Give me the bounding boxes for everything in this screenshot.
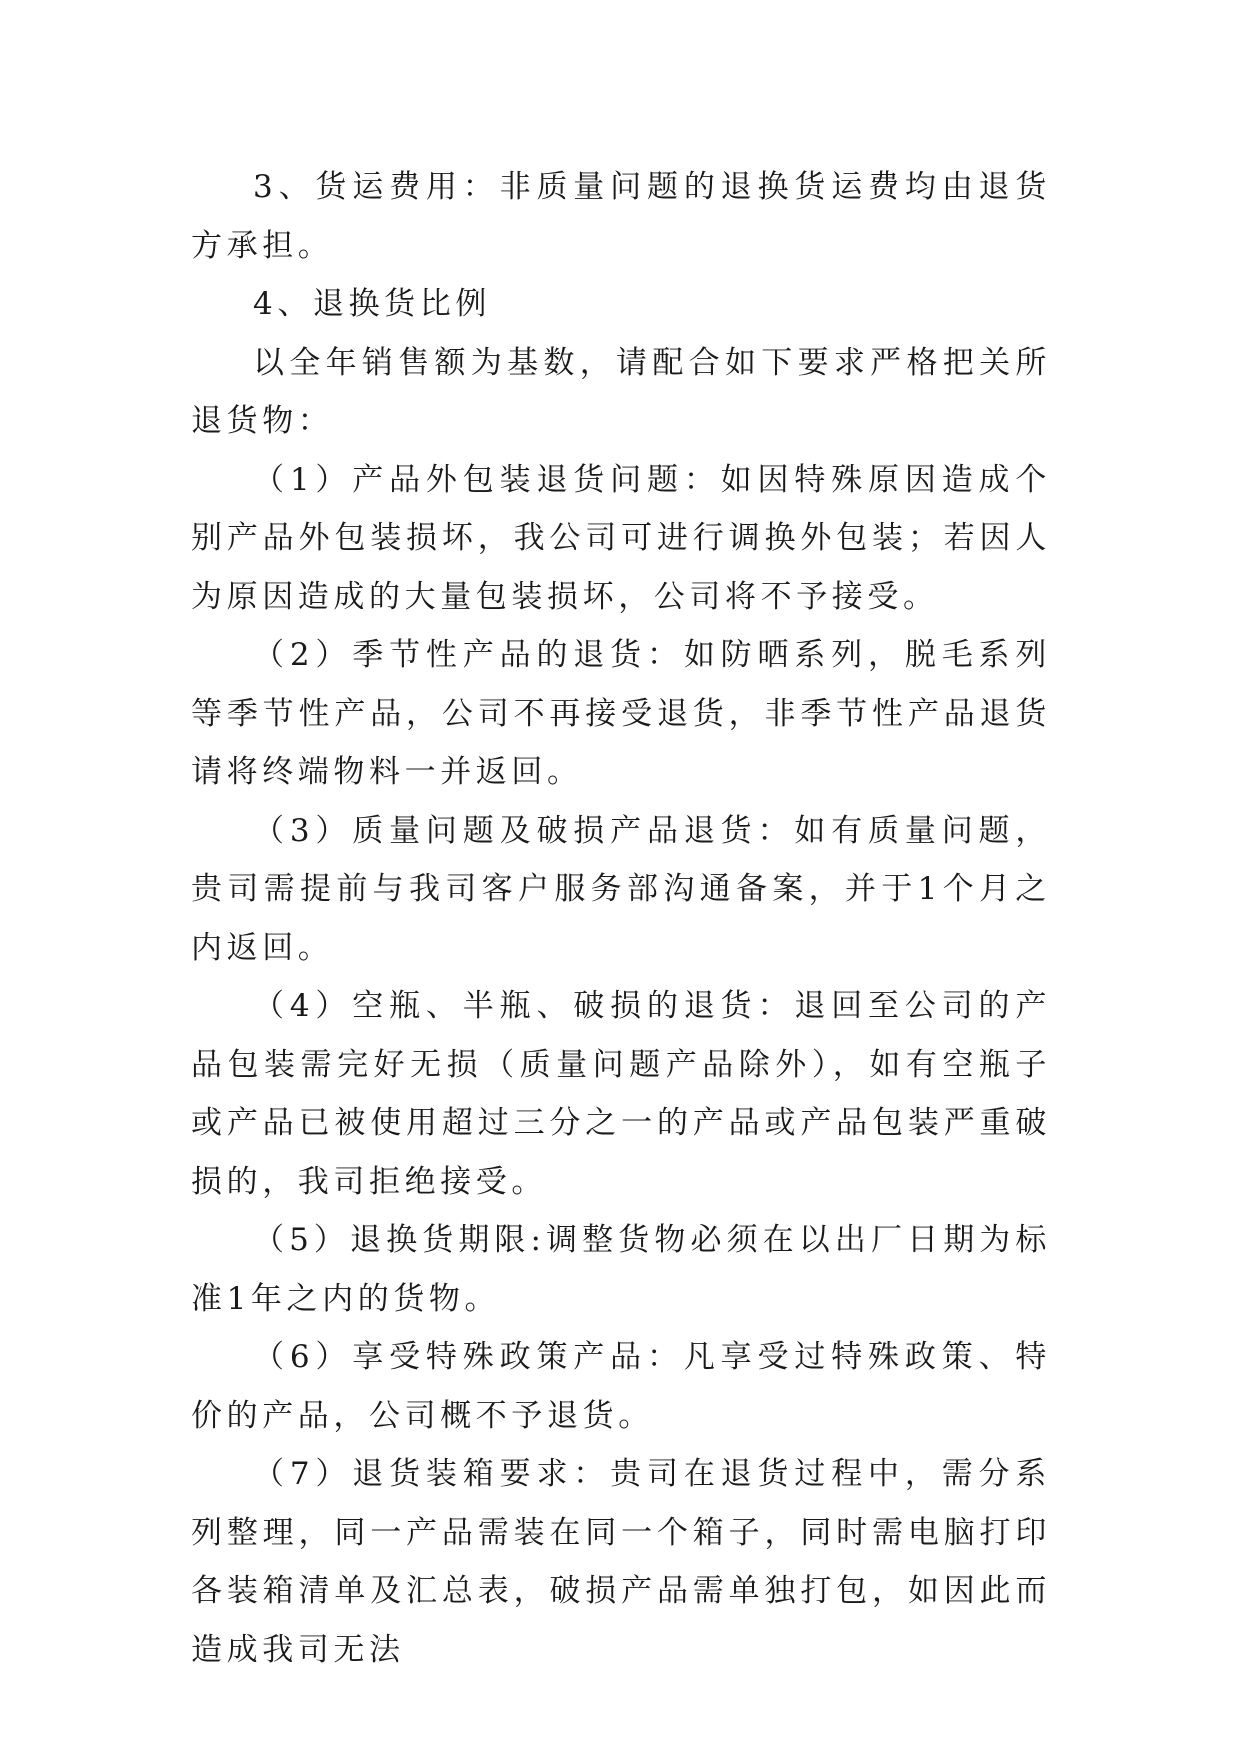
paragraph-item-6: （6）享受特殊政策产品：凡享受过特殊政策、特价的产品，公司概不予退货。 [191, 1339, 1051, 1434]
paragraph-item-3: （3）质量问题及破损产品退货：如有质量问题，贵司需提前与我司客户服务部沟通备案，并于1个月之内返回。 [191, 812, 1051, 966]
paragraph-return-ratio-heading: 4、退换货比例 [253, 286, 491, 322]
paragraph-freight-cost: 3、货运费用：非质量问题的退换货运费均由退货方承担。 [191, 169, 1051, 264]
document-page [191, 158, 1051, 1679]
paragraph-item-4: （4）空瓶、半瓶、破损的退货：退回至公司的产品包装需完好无损（质量问题产品除外），如有空瓶子或产品已被使用超过三分之一的产品或产品包装严重破损的，我司拒绝接受。 [191, 988, 1051, 1200]
paragraph-item-7: （7）退货装箱要求：贵司在退货过程中，需分系列整理，同一产品需装在同一个箱子，同时需电脑打印各装箱清单及汇总表，破损产品需单独打包，如因此而造成我司无法 [191, 1456, 1051, 1668]
paragraph-return-ratio-intro: 以全年销售额为基数，请配合如下要求严格把关所退货物： [191, 344, 1051, 439]
paragraph-item-2: （2）季节性产品的退货：如防晒系列，脱毛系列等季节性产品，公司不再接受退货，非季节性产品退货请将终端物料一并返回。 [191, 637, 1051, 790]
paragraph-item-5: （5）退换货期限:调整货物必须在以出厂日期为标准1年之内的货物。 [191, 1222, 1051, 1317]
paragraph-item-1: （1）产品外包装退货问题：如因特殊原因造成个别产品外包装损坏，我公司可进行调换外包装；若因人为原因造成的大量包装损坏，公司将不予接受。 [191, 461, 1051, 615]
